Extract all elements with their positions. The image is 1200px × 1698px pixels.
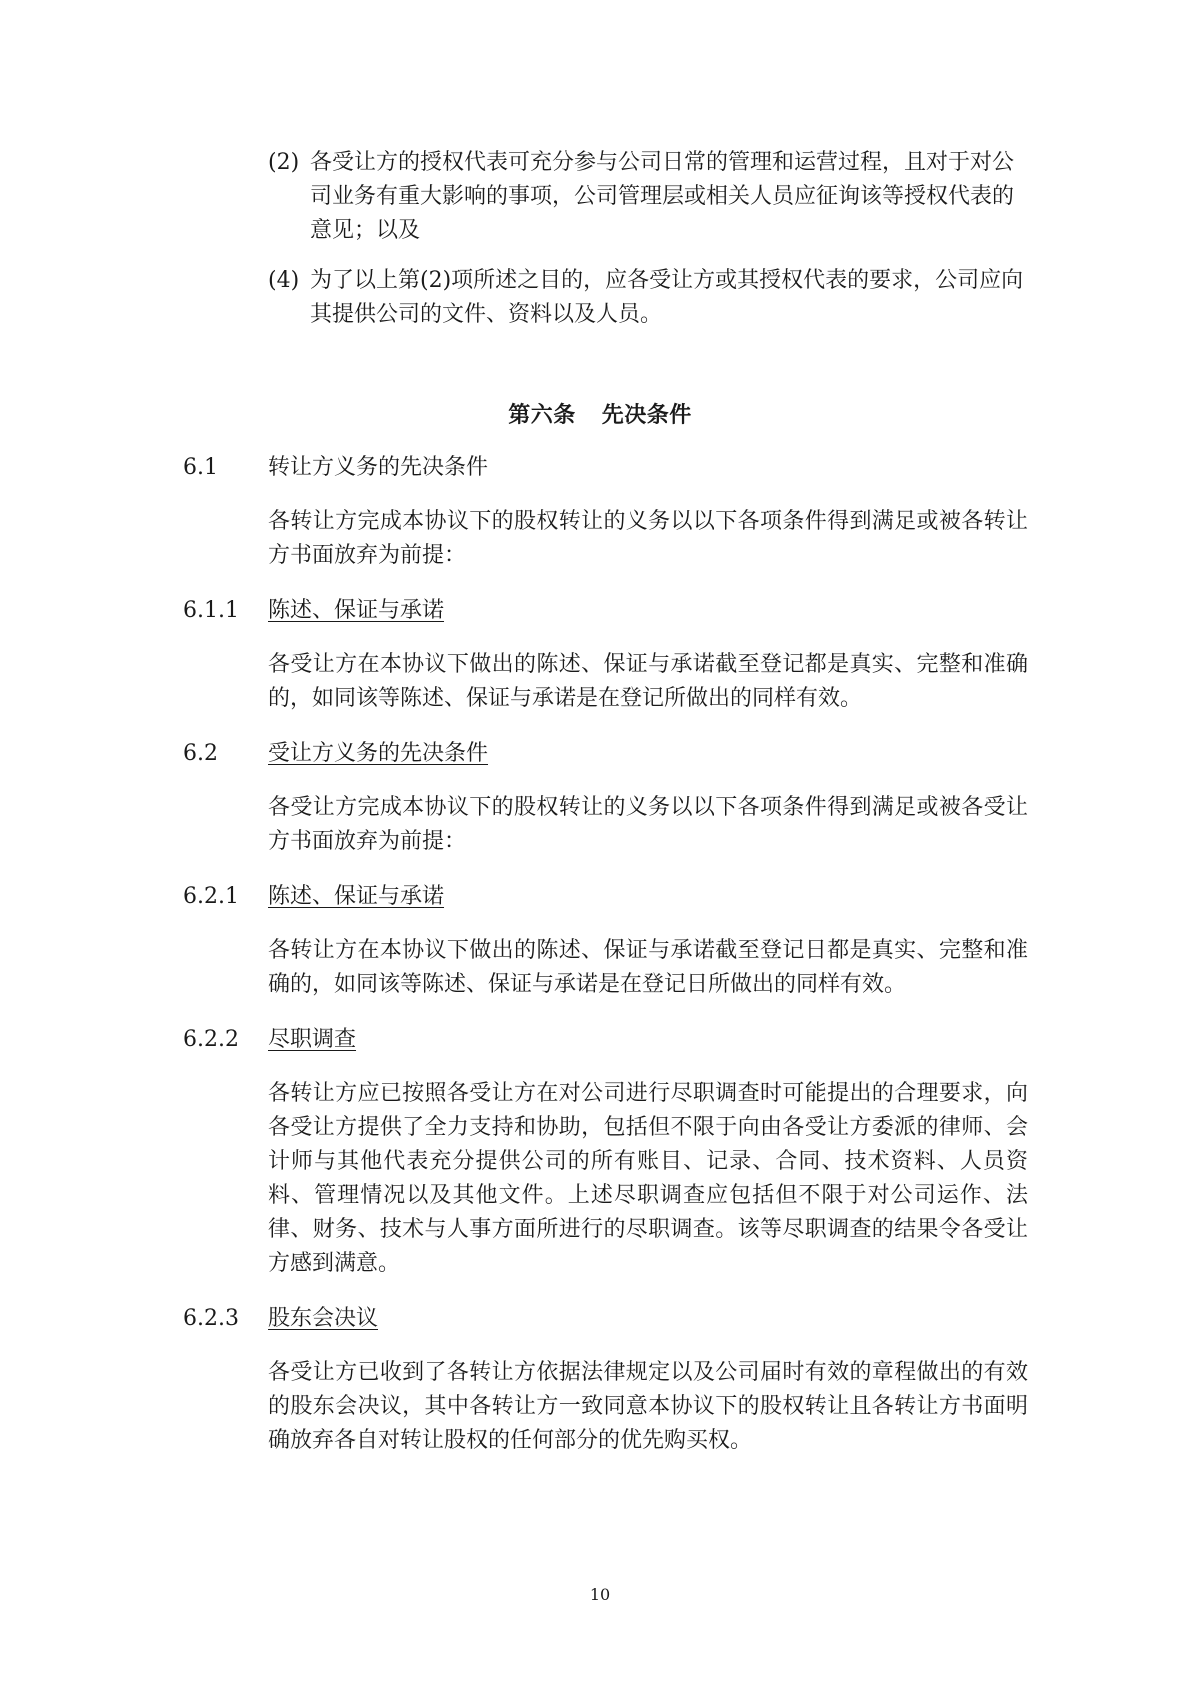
section-number: 6.2.1 [183,884,239,909]
list-item-4 [268,264,1028,332]
article-number: 第六条 [508,402,576,428]
section-number: 6.2 [183,741,218,766]
section-number: 6.2.2 [183,1027,239,1052]
section-title: 受让方义务的先决条件 [268,741,489,766]
section-title: 转让方义务的先决条件 [268,455,489,480]
section-body: 各转让方应已按照各受让方在对公司进行尽职调查时可能提出的合理要求，向各受让方提供了全力支持和协助，包括但不限于向由各受让方委派的律师、会计师与其他代表充分提供公司的所有账目、记录、合同、技术资料、人员资料、管理情况以及其他文件。上述尽职调查应包括但不限于对公司运作、法律、财务、技术与人事方面所进行的尽职调查。该等尽职调查的结果令各受让方感到满意。 [268,1081,1028,1276]
list-item-number: (4) [268,268,300,293]
section-body: 各受让方已收到了各转让方依据法律规定以及公司届时有效的章程做出的有效的股东会决议，其中各转让方一致同意本协议下的股权转让且各转让方书面明确放弃各自对转让股权的任何部分的优先购买权。 [268,1360,1028,1453]
section-number: 6.1 [183,455,218,480]
section-body: 各受让方在本协议下做出的陈述、保证与承诺截至登记都是真实、完整和准确的，如同该等陈述、保证与承诺是在登记所做出的同样有效。 [268,652,1028,711]
article-title: 先决条件 [601,402,692,428]
list-item-2 [268,146,1028,248]
section-title: 尽职调查 [268,1027,357,1052]
section-body: 各转让方在本协议下做出的陈述、保证与承诺截至登记日都是真实、完整和准确的，如同该等陈述、保证与承诺是在登记日所做出的同样有效。 [268,938,1028,997]
article-heading [0,398,1200,432]
page-number: 10 [589,1585,611,1604]
list-item-text: 为了以上第(2)项所述之目的，应各受让方或其授权代表的要求，公司应向其提供公司的文件、资料以及人员。 [310,268,1024,327]
section-body: 各受让方完成本协议下的股权转让的义务以以下各项条件得到满足或被各受让方书面放弃为前提： [268,795,1028,854]
section-number: 6.1.1 [183,598,239,623]
section-title: 股东会决议 [268,1306,379,1331]
section-body: 各转让方完成本协议下的股权转让的义务以以下各项条件得到满足或被各转让方书面放弃为前提： [268,509,1028,568]
section-number: 6.2.3 [183,1306,239,1331]
section-title: 陈述、保证与承诺 [268,884,445,909]
list-item-number: (2) [268,150,300,175]
section-title: 陈述、保证与承诺 [268,598,445,623]
list-item-text: 各受让方的授权代表可充分参与公司日常的管理和运营过程，且对于对公司业务有重大影响的事项，公司管理层或相关人员应征询该等授权代表的意见；以及 [310,150,1015,243]
